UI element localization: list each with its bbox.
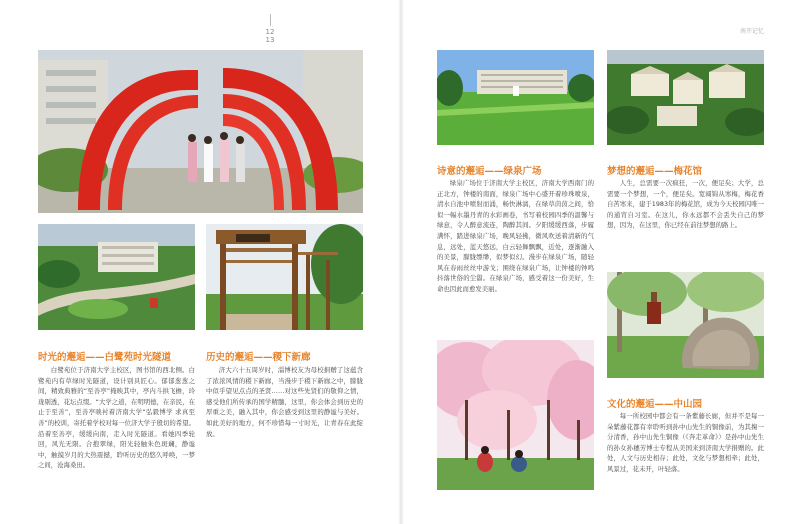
paragraph: 人生，总需要一次疯狂，一次，便足矣；大学，总需要一个梦想，一个，便足矣。宽阔锦从寒梅，梅花香自苦寒来，建于1983年的梅花馆，成为今天校园闪唯一的通宵自习室。在这儿，你永远都不会丢失自己的梦想，因为，在这里，你已经在前往梦想的路上。: [607, 179, 764, 230]
section-body-time: [38, 365, 195, 471]
green-square-photo: [437, 50, 594, 145]
cherry-blossom-photo: [437, 340, 594, 490]
section-heading-poetry: 诗意的邂逅——绿泉广场: [437, 166, 542, 177]
running-head: 南开记忆: [739, 28, 764, 35]
paragraph: 济大六十五周岁时，淄博校友为母校捐赠了这蕴含了浓浓风情的稷下新廊，当漫步于稷下新廊之中，朦胧中似乎望见点点的圣贤……对这些先贤们的敬仰之情，感受他们所传承的国学精髓，这里，你会体会到历史的厚重之美，融入其中，你会感受到这里的静谧与美好。如此美好的地方，何不珍惜每一寸时光，让青春在此绽放。: [206, 366, 363, 438]
section-heading-time: 时光的邂逅——白鹭苑时光隧道: [38, 352, 172, 363]
section-heading-history: 历史的邂逅——稷下新廊: [206, 352, 311, 363]
pavilion-corridor-photo: [206, 224, 363, 330]
paragraph: 白鹭苑位于济南大学主校区，图书馆的西北侧。白鹭苑内有草绿时光隧道，设计别具匠心。郁郁葱葱之间，精致典雅的“至善亭”掩映其中，亭内斗拱飞檐，玲珑剔透，花坛点缀。“大学之道，在明明德，在亲民，在止于至善”，至善亭映衬着济南大学“弘毅博学 求真至善”的校训，寄托着学校对每一位济大学子殷切的希望。沿着至善亭，缓缓向南，走入时光隧道。看她四季轮回，风光无限。合抱翠绿，阳光轻触朱色斑斓，静谧中，触摸岁月的大热震撼，聆听历史的悠久呼唤，一梦之间，沧海桑田。: [38, 366, 195, 470]
page-gutter: [398, 0, 404, 524]
section-heading-dream: 梦想的邂逅——梅花馆: [607, 166, 703, 177]
section-body-history: [206, 365, 363, 439]
section-heading-culture: 文化的邂逅——中山园: [607, 399, 703, 410]
campus-aerial-photo: [38, 224, 195, 330]
tunnel-photo: [38, 50, 363, 213]
zhongshan-garden-photo: [607, 272, 764, 378]
left-page-number: 12: [265, 28, 275, 36]
plum-hall-photo: [607, 50, 764, 145]
section-body-culture: [607, 411, 764, 475]
section-body-dream: [607, 178, 764, 231]
paragraph: 绿泉广场位于济南大学主校区，济南大学西南门的正北方，钟楼的南面，绿泉广场中心盛开着珍珠喷泉，清水自池中喷射而涌，畅快淋漓，在绿草茵茵之间，恰似一幅水墨丹青的水彩画卷，书写着校园四季的温馨与绿意，令人醉意流连，陶醉其间。夕阳缓缓西落，步履满怀，踏进绿泉广场，晚风轻拂，微风吹送着清新的气息，远处，蓝天悠远，白云轻舞飘飘，近处，逐渐融入的美景，朦胧缥缈，似梦似幻。漫步在绿泉广场，随轻风在春雨丝丝中游戈；围绕在绿泉广场，让钟楼的钟鸣抖落世俗的尘嚣。在绿泉广场，感受着这一份美好，生命也因此而愈发美丽。: [437, 179, 594, 293]
right-page-number: 13: [265, 36, 275, 44]
paragraph: 每一所校园中都会有一条紫藤长廊，但并不是每一朵紫藤花都有幸聆听到孙中山先生的铜像前，为其掬一分清香，孙中山先生铜像（《奔走革命》）是孙中山先生的孙女孙穗芳博士专程从美国来到济南大学捐赠的。此处，人文与历史相存；此处，文化与梦想相牵；此处，风景过，花未开，叶轻落。: [607, 412, 764, 473]
section-body-poetry: [437, 178, 594, 295]
page-numbers: [258, 14, 282, 44]
